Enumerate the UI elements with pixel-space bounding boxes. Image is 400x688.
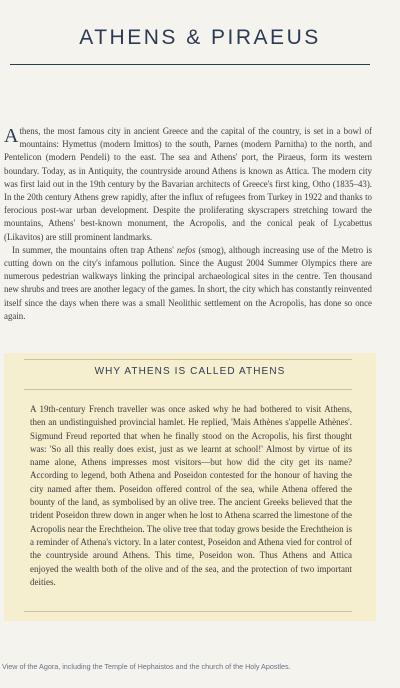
title-divider xyxy=(10,64,370,65)
sidebar-top-rule xyxy=(24,359,352,360)
intro-paragraph-2-start: In summer, the mountains often trap Athens' xyxy=(12,244,177,255)
photo-caption: View of the Agora, including the Temple of Hephaistos and the church of the Holy Apostles. xyxy=(2,662,291,671)
drop-cap: A xyxy=(4,125,19,147)
nefos-term: nefos xyxy=(176,244,196,255)
intro-paragraph-2-end: (smog), although increasing use of the Metro is cutting down on the city's infamous pollution. Since the August 2004 Summer Olympics there are numerous pedestrian walkways linking the principal archaeological sites in the centre. Ten thousand new shrubs and trees are another legacy of the games. In short, the city which has constantly reinvented itself since the days when there was a small Neolithic settlement on the Acropolis, has done so once again. xyxy=(4,244,373,321)
sidebar-text xyxy=(30,403,352,589)
intro-paragraph-1-text: thens, the most famous city in ancient Greece and the capital of the country, is set in a bowl of mountains: Hymettus (modern Imittos) to the south, Parnes (modern Parnitha) to the north, and Pentelicon (modern Pendeli) to the east. The sea and Athens' port, the Piraeus, form its western boundary. Today, as in Antiquity, the countryside around Athens is known as Attica. The modern city was first laid out in the 19th century by the Bavarian architects of Greece's first king, Otho (1835–43). In the 20th century Athens grew rapidly, after the influx of refugees from Turkey in 1922 and thanks to ferocious post-war urban development. Despite the proliferating skyscrapers stretching toward the mountains, Athens' best-known monument, the Acropolis, and the conical peak of Lycabettus (Likavitos) are still prominent landmarks. xyxy=(4,126,372,242)
sidebar-title-rule xyxy=(24,389,352,390)
intro-text xyxy=(4,125,372,323)
intro-paragraph-2 xyxy=(4,244,372,323)
sidebar-paragraph: A 19th-century French traveller was once asked why he had bothered to visit Athens, then an undistinguished provincial hamlet. He replied, 'Mais Athènes s'appelle Athènes'. Sigmund Freud reported that when he finally stood on the Acropolis, his first thought was: 'So all this really does exist, just as we learnt at school!' Almost by virtue of its name alone, Athens impresses most visitors—but how did the city get its name? According to legend, both Athena and Poseidon contested for the honour of having the city named after them. Poseidon offered control of the sea, while Athena offered the bounty of the land, as symbolised by an olive tree. The ancient Greeks believed that the trident Poseidon threw down in anger when he lost to Athena scarred the limestone of the Acropolis near the Erechtheion. The olive tree that today grows beside the Erechtheion is a reminder of Athena's victory. In a later contest, Poseidon and Athena vied for control of the countryside around Athens. This time, Poseidon won. Thus Athens and Attica enjoyed the wealth both of the olive and of the sea, and the protection of two important deities. xyxy=(30,404,352,587)
intro-paragraph-1 xyxy=(4,125,372,244)
page-title: ATHENS & PIRAEUS xyxy=(79,26,321,49)
sidebar-bottom-rule xyxy=(24,611,352,612)
sidebar-title: WHY ATHENS IS CALLED ATHENS xyxy=(94,366,286,377)
